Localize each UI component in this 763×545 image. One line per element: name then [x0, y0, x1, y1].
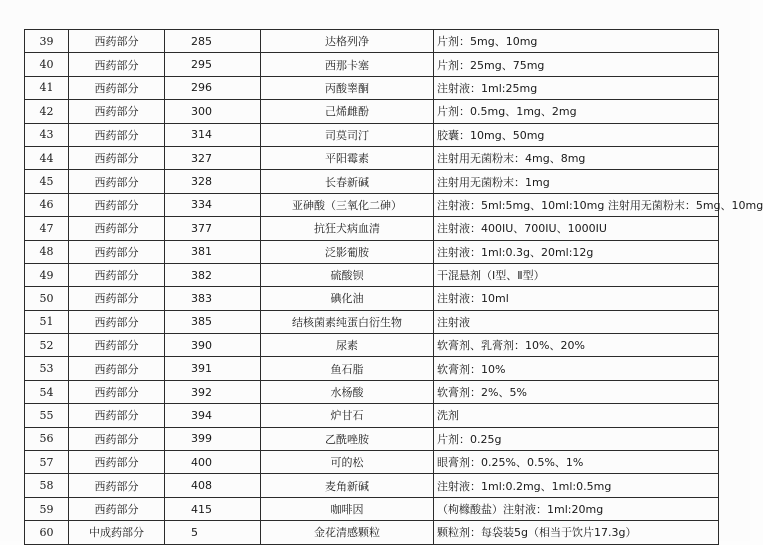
row-number-cell: 58: [25, 474, 69, 497]
table-row: [25, 497, 719, 520]
table-body: [25, 30, 763, 545]
drug-name-cell: 麦角新碱: [261, 474, 434, 497]
table-row: [25, 310, 719, 333]
table-row: [25, 76, 719, 99]
table-row: [25, 451, 719, 474]
table-row: [25, 170, 719, 193]
drug-name-cell: 可的松: [261, 451, 434, 474]
category-cell: 西药部分: [69, 76, 165, 99]
table-row: [25, 146, 719, 169]
dosage-spec-cell: 注射液: [434, 310, 719, 333]
category-cell: 西药部分: [69, 334, 165, 357]
category-cell: 西药部分: [69, 404, 165, 427]
row-number-cell: 45: [25, 170, 69, 193]
drug-name-cell: 乙酰唑胺: [261, 427, 434, 450]
dosage-spec-cell: 注射液：400IU、700IU、1000IU: [434, 217, 719, 240]
dosage-spec-cell: 片剂：5mg、10mg: [434, 30, 719, 53]
catalog-code-cell: 327: [165, 146, 261, 169]
drug-name-cell: 司莫司汀: [261, 123, 434, 146]
category-cell: 中成药部分: [69, 521, 165, 544]
catalog-code-cell: 391: [165, 357, 261, 380]
table-row: [25, 404, 719, 427]
catalog-code-cell: 377: [165, 217, 261, 240]
drug-name-cell: 硫酸钡: [261, 263, 434, 286]
drug-name-cell: 尿素: [261, 334, 434, 357]
row-number-cell: 55: [25, 404, 69, 427]
drug-name-cell: 己烯雌酚: [261, 100, 434, 123]
dosage-spec-cell: 注射用无菌粉末：4mg、8mg: [434, 146, 719, 169]
table-row: [25, 240, 719, 263]
drug-name-cell: 鱼石脂: [261, 357, 434, 380]
dosage-spec-cell: 注射液：1ml:0.2mg、1ml:0.5mg: [434, 474, 719, 497]
drug-name-cell: 长春新碱: [261, 170, 434, 193]
category-cell: 西药部分: [69, 240, 165, 263]
drug-name-cell: 平阳霉素: [261, 146, 434, 169]
row-number-cell: 50: [25, 287, 69, 310]
dosage-spec-cell: 注射液：1ml:0.3g、20ml:12g: [434, 240, 719, 263]
table-row: [25, 193, 719, 216]
catalog-code-cell: 392: [165, 380, 261, 403]
catalog-code-cell: 415: [165, 497, 261, 520]
row-number-cell: 53: [25, 357, 69, 380]
drug-name-cell: 丙酸睾酮: [261, 76, 434, 99]
catalog-code-cell: 314: [165, 123, 261, 146]
catalog-code-cell: 285: [165, 30, 261, 53]
category-cell: 西药部分: [69, 357, 165, 380]
drug-name-cell: 碘化油: [261, 287, 434, 310]
row-number-cell: 48: [25, 240, 69, 263]
category-cell: 西药部分: [69, 30, 165, 53]
table-row: [25, 427, 719, 450]
table-row: [25, 474, 719, 497]
drug-name-cell: 达格列净: [261, 30, 434, 53]
table-row: [25, 30, 719, 53]
category-cell: 西药部分: [69, 474, 165, 497]
drug-name-cell: 结核菌素纯蛋白衍生物: [261, 310, 434, 333]
dosage-spec-cell: 软膏剂：2%、5%: [434, 380, 719, 403]
catalog-code-cell: 382: [165, 263, 261, 286]
category-cell: 西药部分: [69, 310, 165, 333]
dosage-spec-cell: 片剂：0.25g: [434, 427, 719, 450]
row-number-cell: 47: [25, 217, 69, 240]
category-cell: 西药部分: [69, 497, 165, 520]
drug-name-cell: 泛影葡胺: [261, 240, 434, 263]
drug-name-cell: 金花清感颗粒: [261, 521, 434, 544]
row-number-cell: 43: [25, 123, 69, 146]
category-cell: 西药部分: [69, 170, 165, 193]
table-row: [25, 100, 719, 123]
dosage-spec-cell: 干混悬剂（Ⅰ型、Ⅱ型）: [434, 263, 719, 286]
row-number-cell: 46: [25, 193, 69, 216]
dosage-spec-cell: 注射用无菌粉末：1mg: [434, 170, 719, 193]
category-cell: 西药部分: [69, 263, 165, 286]
row-number-cell: 40: [25, 53, 69, 76]
catalog-code-cell: 381: [165, 240, 261, 263]
catalog-code-cell: 300: [165, 100, 261, 123]
row-number-cell: 54: [25, 380, 69, 403]
row-number-cell: 57: [25, 451, 69, 474]
dosage-spec-cell: 注射液：5ml:5mg、10ml:10mg 注射用无菌粉末：5mg、10mg: [434, 193, 719, 216]
dosage-spec-cell: 胶囊：10mg、50mg: [434, 123, 719, 146]
catalog-code-cell: 390: [165, 334, 261, 357]
row-number-cell: 39: [25, 30, 69, 53]
row-number-cell: 56: [25, 427, 69, 450]
dosage-spec-cell: （枸橼酸盐）注射液：1ml:20mg: [434, 497, 719, 520]
drug-list-table: [24, 29, 763, 545]
catalog-code-cell: 334: [165, 193, 261, 216]
dosage-spec-cell: 软膏剂：10%: [434, 357, 719, 380]
category-cell: 西药部分: [69, 100, 165, 123]
catalog-code-cell: 295: [165, 53, 261, 76]
table-row: [25, 53, 719, 76]
table-row: [25, 217, 719, 240]
dosage-spec-cell: 注射液：1ml:25mg: [434, 76, 719, 99]
drug-name-cell: 西那卡塞: [261, 53, 434, 76]
category-cell: 西药部分: [69, 287, 165, 310]
catalog-code-cell: 328: [165, 170, 261, 193]
drug-name-cell: 水杨酸: [261, 380, 434, 403]
category-cell: 西药部分: [69, 427, 165, 450]
category-cell: 西药部分: [69, 123, 165, 146]
drug-name-cell: 炉甘石: [261, 404, 434, 427]
row-number-cell: 41: [25, 76, 69, 99]
category-cell: 西药部分: [69, 53, 165, 76]
catalog-code-cell: 400: [165, 451, 261, 474]
table-row: [25, 380, 719, 403]
catalog-code-cell: 394: [165, 404, 261, 427]
row-number-cell: 59: [25, 497, 69, 520]
dosage-spec-cell: 眼膏剂：0.25%、0.5%、1%: [434, 451, 719, 474]
catalog-code-cell: 296: [165, 76, 261, 99]
category-cell: 西药部分: [69, 146, 165, 169]
row-number-cell: 42: [25, 100, 69, 123]
catalog-code-cell: 385: [165, 310, 261, 333]
category-cell: 西药部分: [69, 380, 165, 403]
dosage-spec-cell: 片剂：25mg、75mg: [434, 53, 719, 76]
row-number-cell: 44: [25, 146, 69, 169]
drug-name-cell: 抗狂犬病血清: [261, 217, 434, 240]
table-row: [25, 123, 719, 146]
dosage-spec-cell: 颗粒剂：每袋装5g（相当于饮片17.3g）: [434, 521, 719, 544]
row-number-cell: 60: [25, 521, 69, 544]
dosage-spec-cell: 注射液：10ml: [434, 287, 719, 310]
dosage-spec-cell: 软膏剂、乳膏剂：10%、20%: [434, 334, 719, 357]
drug-name-cell: 咖啡因: [261, 497, 434, 520]
dosage-spec-cell: 片剂：0.5mg、1mg、2mg: [434, 100, 719, 123]
table-row: [25, 334, 719, 357]
row-number-cell: 49: [25, 263, 69, 286]
table-row: [25, 521, 719, 544]
catalog-code-cell: 408: [165, 474, 261, 497]
row-number-cell: 52: [25, 334, 69, 357]
category-cell: 西药部分: [69, 451, 165, 474]
row-number-cell: 51: [25, 310, 69, 333]
table-row: [25, 287, 719, 310]
category-cell: 西药部分: [69, 217, 165, 240]
drug-name-cell: 亚砷酸（三氧化二砷）: [261, 193, 434, 216]
category-cell: 西药部分: [69, 193, 165, 216]
table-row: [25, 263, 719, 286]
catalog-code-cell: 5: [165, 521, 261, 544]
catalog-code-cell: 383: [165, 287, 261, 310]
dosage-spec-cell: 洗剂: [434, 404, 719, 427]
table-row: [25, 357, 719, 380]
catalog-code-cell: 399: [165, 427, 261, 450]
